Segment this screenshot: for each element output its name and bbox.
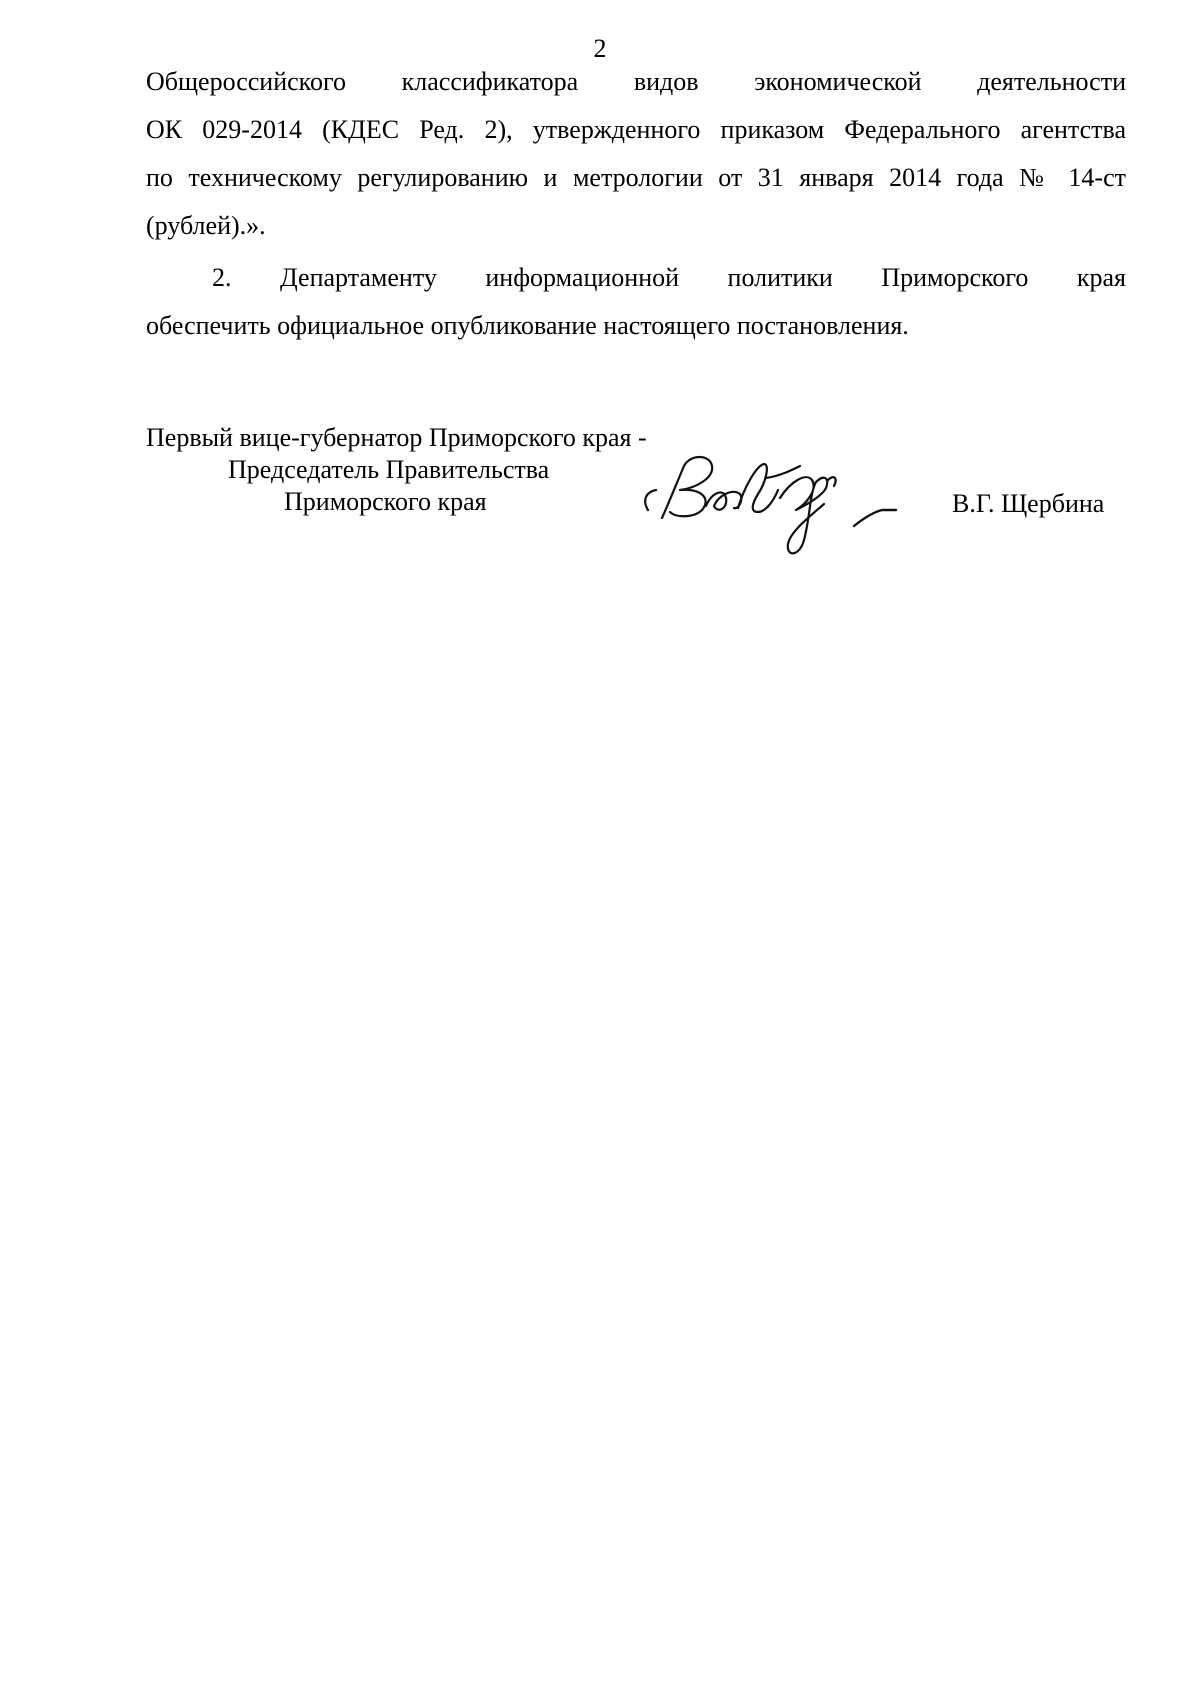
- page-number: 2: [593, 34, 607, 63]
- handwritten-signature: [640, 448, 900, 563]
- signatory-position-line: Председатель Правительства: [228, 455, 550, 484]
- paragraph-line: обеспечить официальное опубликование настоящего постановления.: [146, 311, 909, 340]
- paragraph-continuation: [146, 58, 1126, 250]
- paragraph-line: (рублей).».: [146, 211, 266, 240]
- signatory-position-line: Первый вице-губернатор Приморского края -: [146, 423, 647, 452]
- paragraph-item-2: [146, 254, 1126, 350]
- paragraph-line: Общероссийского классификатора видов экономической деятельности: [146, 67, 1126, 96]
- paragraph-line: ОК 029-2014 (КДЕС Ред. 2), утвержденного приказом Федерального агентства: [146, 115, 1126, 144]
- document-body: [146, 58, 1126, 350]
- signer-name: В.Г. Щербина: [952, 489, 1105, 518]
- signatory-position-line: Приморского края: [284, 487, 487, 516]
- paragraph-line: 2. Департаменту информационной политики Приморского края: [212, 263, 1126, 292]
- paragraph-line: по техническому регулированию и метрологии от 31 января 2014 года № 14-ст: [146, 163, 1126, 192]
